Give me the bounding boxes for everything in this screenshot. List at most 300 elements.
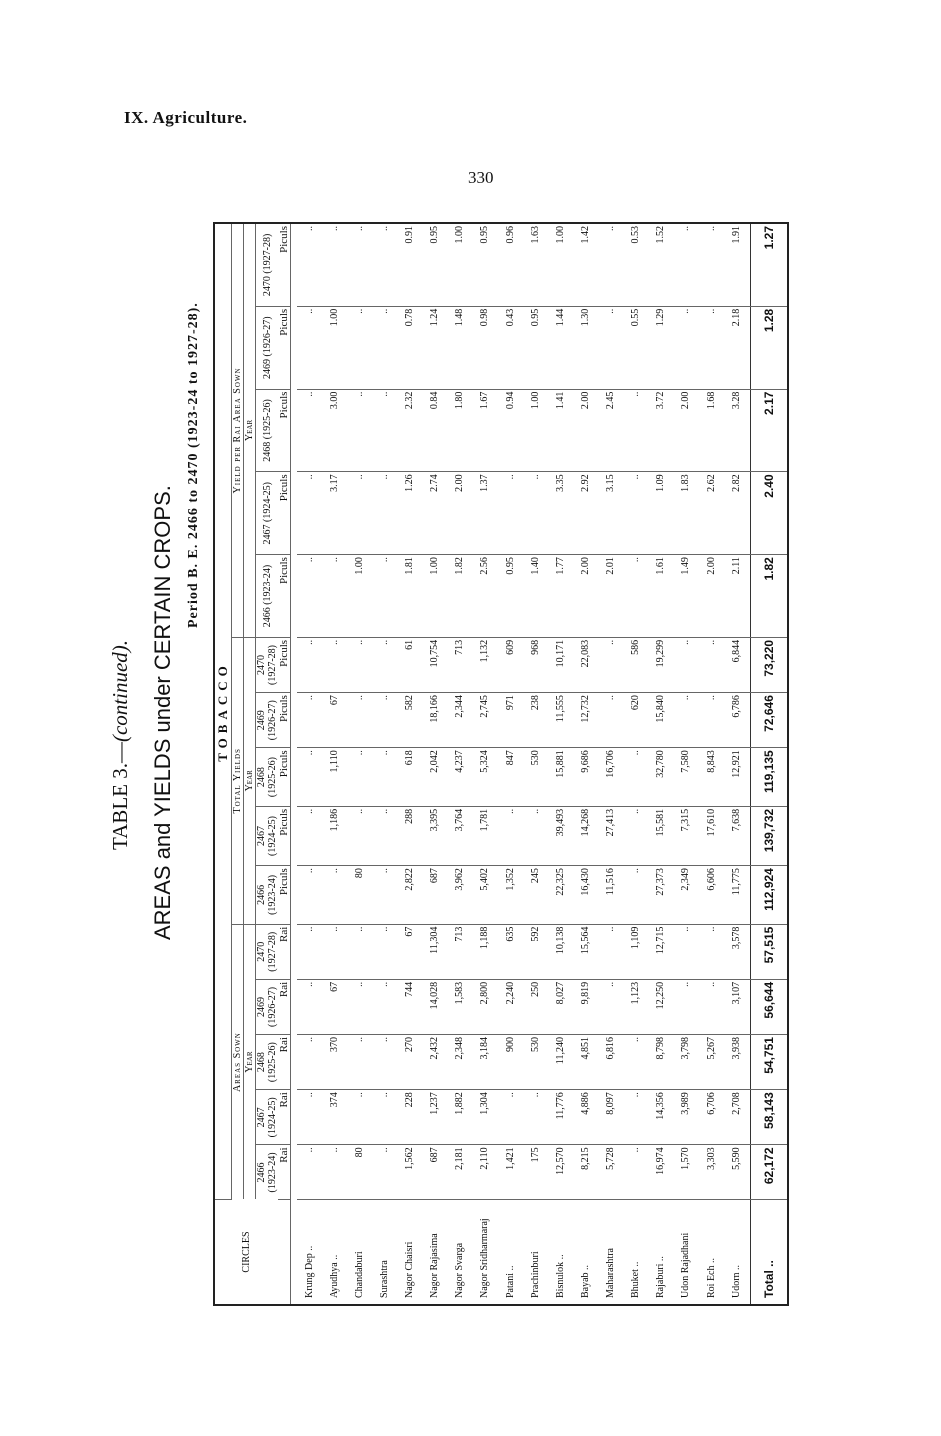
circle-name: Roi Ech ..	[705, 1258, 717, 1298]
circle-name: Patani ..	[504, 1265, 516, 1298]
yield-cell: 4,237	[448, 748, 473, 807]
yield-cell: ..	[297, 866, 322, 925]
area-cell: 12,570	[548, 1145, 573, 1200]
yield-cell: 1,110	[322, 748, 347, 807]
area-cell: 16,974	[649, 1145, 674, 1200]
yield-cell: 9,686	[573, 748, 598, 807]
per-rai-cell: 0.84	[423, 389, 448, 472]
year-header	[256, 1145, 279, 1200]
circle-name: Nagor Rajasima	[429, 1233, 441, 1298]
yield-cell: 11,516	[599, 866, 624, 925]
area-cell: ..	[624, 1090, 649, 1145]
per-rai-cell: 1.30	[573, 306, 598, 389]
yield-cell: 620	[624, 693, 649, 748]
per-rai-cell: 1.40	[523, 555, 548, 638]
yield-cell: ..	[624, 748, 649, 807]
yields-header: Total Yields	[232, 637, 244, 924]
area-cell: 10,138	[548, 924, 573, 979]
per-rai-cell: 1.26	[398, 472, 423, 555]
total-per-rai-cell: 1.27	[751, 224, 788, 306]
total-yield-cell: 112,924	[751, 866, 788, 925]
area-cell: ..	[674, 924, 699, 979]
per-rai-cell: 2.74	[423, 472, 448, 555]
year-label: Year	[244, 637, 256, 924]
yield-cell: 14,268	[573, 806, 598, 865]
table-row	[372, 224, 397, 1304]
areas-header: Areas Sown	[232, 924, 244, 1199]
yield-cell: 7,638	[724, 806, 750, 865]
unit-label: Piculs	[278, 748, 291, 807]
area-cell: 1,562	[398, 1145, 423, 1200]
yield-cell: 609	[498, 637, 523, 692]
area-cell: ..	[498, 1090, 523, 1145]
per-rai-cell: ..	[297, 555, 322, 638]
area-cell: 2,348	[448, 1035, 473, 1090]
area-cell: 9,819	[573, 979, 598, 1034]
yield-cell: 5,324	[473, 748, 498, 807]
area-cell: ..	[297, 1035, 322, 1090]
year-ce: (1924-25)	[267, 815, 278, 856]
unit-label: Piculs	[278, 555, 291, 638]
year-header	[256, 866, 279, 925]
unit-label: Rai	[278, 979, 291, 1034]
yield-cell: 8,843	[699, 748, 724, 807]
year-be: 2470	[256, 941, 267, 962]
year-header	[256, 924, 279, 979]
yield-cell: ..	[372, 806, 397, 865]
year-ce: (1925-26)	[267, 1042, 278, 1083]
per-rai-cell: 0.55	[624, 306, 649, 389]
yield-cell: 12,921	[724, 748, 750, 807]
area-cell: 250	[523, 979, 548, 1034]
area-cell: 67	[322, 979, 347, 1034]
yield-cell: ..	[372, 866, 397, 925]
per-rai-cell: 3.15	[599, 472, 624, 555]
per-rai-cell: 1.24	[423, 306, 448, 389]
per-rai-cell: 1.52	[649, 224, 674, 306]
per-rai-cell: 2.82	[724, 472, 750, 555]
yield-cell: 15,581	[649, 806, 674, 865]
yield-cell: 2,042	[423, 748, 448, 807]
yield-cell: 1,352	[498, 866, 523, 925]
table-row	[724, 224, 750, 1304]
per-rai-cell: 1.00	[448, 224, 473, 306]
area-cell: 1,882	[448, 1090, 473, 1145]
area-cell: 1,421	[498, 1145, 523, 1200]
yield-cell: 61	[398, 637, 423, 692]
per-rai-cell: 0.95	[423, 224, 448, 306]
area-cell: 175	[523, 1145, 548, 1200]
year-be: 2469	[256, 996, 267, 1017]
table-row	[523, 224, 548, 1304]
yield-cell: 27,413	[599, 806, 624, 865]
year-ce: (1927-28)	[267, 645, 278, 686]
per-rai-cell: ..	[624, 555, 649, 638]
area-cell: 3,578	[724, 924, 750, 979]
yield-cell: 7,315	[674, 806, 699, 865]
area-cell: ..	[699, 979, 724, 1034]
yield-cell: ..	[699, 693, 724, 748]
area-cell: 2,708	[724, 1090, 750, 1145]
area-cell: 370	[322, 1035, 347, 1090]
yield-cell: 2,745	[473, 693, 498, 748]
area-cell: 6,816	[599, 1035, 624, 1090]
yield-cell: 586	[624, 637, 649, 692]
area-cell: 3,798	[674, 1035, 699, 1090]
unit-label: Piculs	[278, 866, 291, 925]
per-rai-cell: 1.09	[649, 472, 674, 555]
area-cell: 4,886	[573, 1090, 598, 1145]
area-cell: ..	[347, 979, 372, 1034]
year-header	[256, 1035, 279, 1090]
yield-cell: 5,402	[473, 866, 498, 925]
unit-label: Piculs	[278, 472, 291, 555]
per-rai-cell: ..	[498, 472, 523, 555]
yield-cell: 847	[498, 748, 523, 807]
yield-cell: ..	[322, 637, 347, 692]
area-cell: 1,570	[674, 1145, 699, 1200]
area-cell: ..	[297, 979, 322, 1034]
total-area-cell: 56,644	[751, 979, 788, 1034]
per-rai-cell: 1.37	[473, 472, 498, 555]
page-number: 330	[468, 168, 494, 187]
per-rai-cell: 1.67	[473, 389, 498, 472]
total-per-rai-cell: 2.17	[751, 389, 788, 472]
yield-cell: 32,780	[649, 748, 674, 807]
per-rai-year-header: 2470 (1927-28)	[256, 224, 279, 306]
area-cell: 2,110	[473, 1145, 498, 1200]
year-ce: (1927-28)	[267, 931, 278, 972]
total-area-cell: 57,515	[751, 924, 788, 979]
yield-cell: 2,822	[398, 866, 423, 925]
table-row	[473, 224, 498, 1304]
yield-cell: ..	[297, 806, 322, 865]
per-rai-cell: 3.17	[322, 472, 347, 555]
per-rai-cell: 1.44	[548, 306, 573, 389]
per-rai-cell: 2.92	[573, 472, 598, 555]
per-rai-cell: 2.01	[599, 555, 624, 638]
area-cell: 713	[448, 924, 473, 979]
yield-cell: 17,610	[699, 806, 724, 865]
yield-cell: ..	[523, 806, 548, 865]
yield-cell: 10,171	[548, 637, 573, 692]
yield-cell: ..	[624, 806, 649, 865]
table-row	[649, 224, 674, 1304]
per-rai-cell: ..	[699, 306, 724, 389]
circle-name: Nagor Chaisri	[404, 1241, 416, 1298]
per-rai-cell: 0.95	[473, 224, 498, 306]
table-row	[498, 224, 523, 1304]
per-rai-cell: 3.72	[649, 389, 674, 472]
yield-cell: 7,580	[674, 748, 699, 807]
per-rai-cell: ..	[297, 224, 322, 306]
per-rai-cell: ..	[674, 224, 699, 306]
year-ce: (1926-27)	[267, 986, 278, 1027]
circle-name: Bisnulok ..	[554, 1254, 566, 1298]
area-cell: 11,304	[423, 924, 448, 979]
yield-cell: ..	[297, 693, 322, 748]
per-rai-cell: 1.91	[724, 224, 750, 306]
yield-cell: 12,732	[573, 693, 598, 748]
area-cell: 1,304	[473, 1090, 498, 1145]
circle-name: Nagor Svarga	[454, 1242, 466, 1298]
yield-cell: 80	[347, 866, 372, 925]
yield-cell: 530	[523, 748, 548, 807]
per-rai-cell: 0.96	[498, 224, 523, 306]
per-rai-cell: 1.80	[448, 389, 473, 472]
area-cell: 80	[347, 1145, 372, 1200]
table-row	[448, 224, 473, 1304]
circle-name: Krung Dep ..	[303, 1245, 315, 1298]
yield-cell: ..	[322, 866, 347, 925]
year-header	[256, 693, 279, 748]
area-cell: 1,237	[423, 1090, 448, 1145]
per-rai-cell: 2.45	[599, 389, 624, 472]
area-cell: 744	[398, 979, 423, 1034]
year-be: 2470	[256, 655, 267, 676]
yield-cell: 3,395	[423, 806, 448, 865]
per-rai-cell: ..	[674, 306, 699, 389]
period-line: Period B. E. 2466 to 2470 (1923-24 to 1927-28).	[186, 302, 201, 628]
circle-name: Maharashtra	[605, 1248, 617, 1298]
yield-cell: ..	[297, 637, 322, 692]
per-rai-cell: 1.68	[699, 389, 724, 472]
area-cell: 15,564	[573, 924, 598, 979]
area-cell: 8,215	[573, 1145, 598, 1200]
section-header: IX. Agriculture.	[124, 108, 248, 127]
yield-cell: 19,299	[649, 637, 674, 692]
total-yield-cell: 73,220	[751, 637, 788, 692]
year-be: 2469	[256, 710, 267, 731]
per-rai-cell: 1.63	[523, 224, 548, 306]
area-cell: ..	[372, 1035, 397, 1090]
per-rai-cell: 0.78	[398, 306, 423, 389]
table-row	[548, 224, 573, 1304]
yield-cell: 22,083	[573, 637, 598, 692]
unit-label: Rai	[278, 1090, 291, 1145]
total-area-cell: 54,751	[751, 1035, 788, 1090]
area-cell: 4,851	[573, 1035, 598, 1090]
total-yield-cell: 139,732	[751, 806, 788, 865]
yield-cell: ..	[297, 748, 322, 807]
yield-cell: ..	[372, 693, 397, 748]
circle-name: Rajaburi ..	[655, 1256, 667, 1298]
unit-spacer	[278, 1200, 291, 1305]
area-cell: 12,250	[649, 979, 674, 1034]
per-rai-cell: ..	[699, 224, 724, 306]
area-cell: ..	[347, 1035, 372, 1090]
per-rai-cell: 1.61	[649, 555, 674, 638]
per-rai-cell: ..	[347, 224, 372, 306]
yield-cell: 6,786	[724, 693, 750, 748]
year-be: 2468	[256, 767, 267, 788]
unit-label: Rai	[278, 1145, 291, 1200]
area-cell: 8,798	[649, 1035, 674, 1090]
area-cell: ..	[297, 1145, 322, 1200]
area-cell: 5,728	[599, 1145, 624, 1200]
unit-label: Rai	[278, 1035, 291, 1090]
per-rai-cell: 1.77	[548, 555, 573, 638]
rotated-table-box	[213, 222, 789, 1306]
area-cell: 14,028	[423, 979, 448, 1034]
yield-cell: ..	[674, 637, 699, 692]
area-cell: 2,240	[498, 979, 523, 1034]
yield-cell: ..	[624, 866, 649, 925]
yield-cell: ..	[674, 693, 699, 748]
yield-cell: 11,555	[548, 693, 573, 748]
circle-name: Udorn ..	[731, 1264, 743, 1298]
area-cell: 374	[322, 1090, 347, 1145]
per-rai-cell: ..	[624, 472, 649, 555]
area-cell: ..	[599, 924, 624, 979]
table-row	[624, 224, 649, 1304]
per-rai-cell: 2.56	[473, 555, 498, 638]
yield-cell: 3,962	[448, 866, 473, 925]
unit-label: Piculs	[278, 306, 291, 389]
per-rai-year-header: 2467 (1924-25)	[256, 472, 279, 555]
per-rai-cell: ..	[372, 555, 397, 638]
circle-name: Udon Rajadhani	[680, 1232, 692, 1298]
area-cell: 3,938	[724, 1035, 750, 1090]
year-header	[256, 979, 279, 1034]
area-cell: ..	[372, 979, 397, 1034]
yield-cell: 18,166	[423, 693, 448, 748]
area-cell: 2,432	[423, 1035, 448, 1090]
yield-cell: 16,430	[573, 866, 598, 925]
area-cell: 592	[523, 924, 548, 979]
total-yield-cell: 72,646	[751, 693, 788, 748]
table-title: TABLE 3.—(continued).	[108, 639, 132, 850]
yield-cell: 687	[423, 866, 448, 925]
yield-cell: 1,186	[322, 806, 347, 865]
per-rai-cell: ..	[624, 389, 649, 472]
circle-name: Prachinburi	[529, 1251, 541, 1298]
year-header	[256, 806, 279, 865]
year-ce: (1925-26)	[267, 757, 278, 798]
area-cell: 3,184	[473, 1035, 498, 1090]
per-rai-cell: 2.62	[699, 472, 724, 555]
area-cell: ..	[322, 924, 347, 979]
area-cell: ..	[372, 1145, 397, 1200]
area-cell: 635	[498, 924, 523, 979]
area-cell: ..	[523, 1090, 548, 1145]
per-rai-cell: 0.43	[498, 306, 523, 389]
per-rai-cell: 1.00	[423, 555, 448, 638]
year-label: Year	[244, 224, 256, 637]
table-row	[423, 224, 448, 1304]
yield-cell: 16,706	[599, 748, 624, 807]
yield-cell: ..	[347, 806, 372, 865]
yield-cell: 1,132	[473, 637, 498, 692]
yield-cell: 288	[398, 806, 423, 865]
year-be: 2467	[256, 1107, 267, 1128]
area-cell: ..	[322, 1145, 347, 1200]
area-cell: 12,715	[649, 924, 674, 979]
per-rai-cell: ..	[297, 472, 322, 555]
per-rai-year-header: 2466 (1923-24)	[256, 555, 279, 638]
yield-cell: 245	[523, 866, 548, 925]
per-rai-cell: ..	[297, 306, 322, 389]
yield-cell: 15,840	[649, 693, 674, 748]
per-rai-cell: 1.00	[548, 224, 573, 306]
year-label: Year	[244, 924, 256, 1199]
table-row	[322, 224, 347, 1304]
per-rai-cell: ..	[322, 224, 347, 306]
per-rai-cell: 2.18	[724, 306, 750, 389]
per-rai-cell: 2.00	[674, 389, 699, 472]
per-rai-cell: 2.00	[573, 555, 598, 638]
year-be: 2467	[256, 825, 267, 846]
area-cell: 1,123	[624, 979, 649, 1034]
yield-cell: ..	[699, 637, 724, 692]
yield-cell: 22,325	[548, 866, 573, 925]
area-cell: 3,107	[724, 979, 750, 1034]
yield-cell: 971	[498, 693, 523, 748]
unit-label: Piculs	[278, 389, 291, 472]
per-rai-cell: 0.53	[624, 224, 649, 306]
area-cell: ..	[624, 1145, 649, 1200]
area-cell: ..	[297, 1090, 322, 1145]
area-cell: 14,356	[649, 1090, 674, 1145]
crop-name: TOBACCO	[215, 224, 232, 1200]
table-row	[699, 224, 724, 1304]
year-be: 2466	[256, 884, 267, 905]
area-cell: 270	[398, 1035, 423, 1090]
per-rai-cell: 3.28	[724, 389, 750, 472]
per-rai-cell: 0.94	[498, 389, 523, 472]
per-rai-cell: ..	[347, 389, 372, 472]
yield-cell: 1,781	[473, 806, 498, 865]
per-rai-cell: 0.95	[523, 306, 548, 389]
per-rai-cell: 0.98	[473, 306, 498, 389]
per-rai-cell: 3.00	[322, 389, 347, 472]
area-cell: 5,590	[724, 1145, 750, 1200]
per-rai-cell: 1.42	[573, 224, 598, 306]
area-cell: 11,776	[548, 1090, 573, 1145]
area-cell: ..	[674, 979, 699, 1034]
yield-cell: ..	[599, 637, 624, 692]
per-rai-cell: ..	[372, 224, 397, 306]
yield-cell: 27,373	[649, 866, 674, 925]
per-rai-cell: ..	[347, 472, 372, 555]
total-area-cell: 62,172	[751, 1145, 788, 1200]
yield-cell: 2,349	[674, 866, 699, 925]
area-cell: 1,583	[448, 979, 473, 1034]
circle-name: Chandaburi	[353, 1251, 365, 1298]
table-row	[674, 224, 699, 1304]
table-row	[398, 224, 423, 1304]
per-rai-cell: 1.81	[398, 555, 423, 638]
per-rai-cell: 1.00	[347, 555, 372, 638]
area-cell: ..	[599, 979, 624, 1034]
per-rai-cell: 1.82	[448, 555, 473, 638]
per-rai-cell: ..	[372, 306, 397, 389]
total-label: Total ..	[751, 1200, 788, 1305]
area-cell: ..	[347, 1090, 372, 1145]
per-rai-cell: ..	[322, 555, 347, 638]
total-area-cell: 58,143	[751, 1090, 788, 1145]
area-cell: 6,706	[699, 1090, 724, 1145]
yield-cell: ..	[347, 748, 372, 807]
area-cell: 67	[398, 924, 423, 979]
circle-name: Nagor Sridharmaraj	[479, 1218, 491, 1298]
area-cell: 530	[523, 1035, 548, 1090]
circles-header: CIRCLES	[241, 1231, 252, 1273]
per-rai-cell: 1.41	[548, 389, 573, 472]
area-cell: 1,109	[624, 924, 649, 979]
per-rai-cell: 2.00	[573, 389, 598, 472]
circle-name: Surashtra	[378, 1260, 390, 1298]
